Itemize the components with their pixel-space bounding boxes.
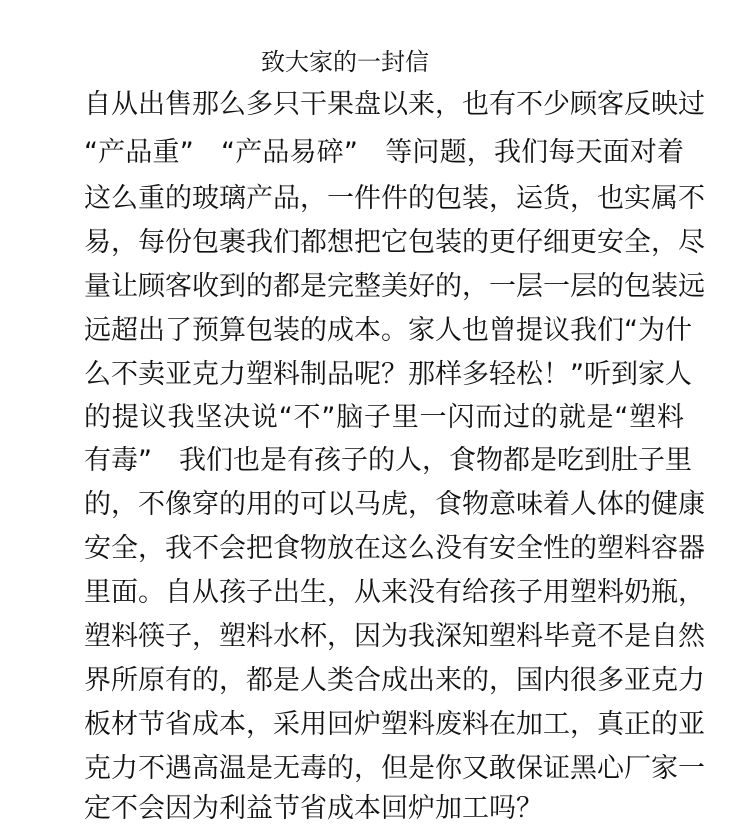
body-line-10: 的，不像穿的用的可以马虎，食物意味着人体的健康: [84, 489, 705, 520]
body-line-17: 定不会因为利益节省成本回炉加工吗？: [84, 793, 543, 824]
body-line-11: 安全，我不会把食物放在这么没有安全性的塑料容器: [84, 533, 705, 564]
body-line-16: 克力不遇高温是无毒的，但是你又敢保证黑心厂家一: [84, 753, 705, 784]
body-line-1: 自从出售那么多只干果盘以来，也有不少顾客反映过: [84, 89, 705, 120]
body-line-4: 易，每份包裹我们都想把它包装的更仔细更安全，尽: [84, 227, 705, 258]
body-line-12: 里面。自从孩子出生，从来没有给孩子用塑料奶瓶，: [84, 577, 705, 608]
body-line-7: 么不卖亚克力塑料制品呢？那样多轻松！”听到家人: [84, 359, 692, 390]
body-line-5: 量让顾客收到的都是完整美好的，一层一层的包装远: [84, 271, 705, 302]
body-line-2: “产品重” “产品易碎” 等问题，我们每天面对着: [84, 137, 684, 168]
body-line-3: 这么重的玻璃产品，一件件的包装，运货，也实属不: [84, 183, 705, 214]
body-line-8: 的提议我坚决说“不”脑子里一闪而过的就是“塑料: [84, 402, 684, 433]
body-line-14: 界所原有的，都是人类合成出来的，国内很多亚克力: [84, 665, 705, 696]
body-line-15: 板材节省成本，采用回炉塑料废料在加工，真正的亚: [84, 709, 705, 740]
body-line-9: 有毒” 我们也是有孩子的人，食物都是吃到肚子里: [84, 445, 692, 476]
letter-title: 致大家的一封信: [261, 48, 429, 76]
body-line-13: 塑料筷子，塑料水杯，因为我深知塑料毕竟不是自然: [84, 621, 705, 652]
body-line-6: 远超出了预算包装的成本。家人也曾提议我们“为什: [84, 315, 692, 346]
